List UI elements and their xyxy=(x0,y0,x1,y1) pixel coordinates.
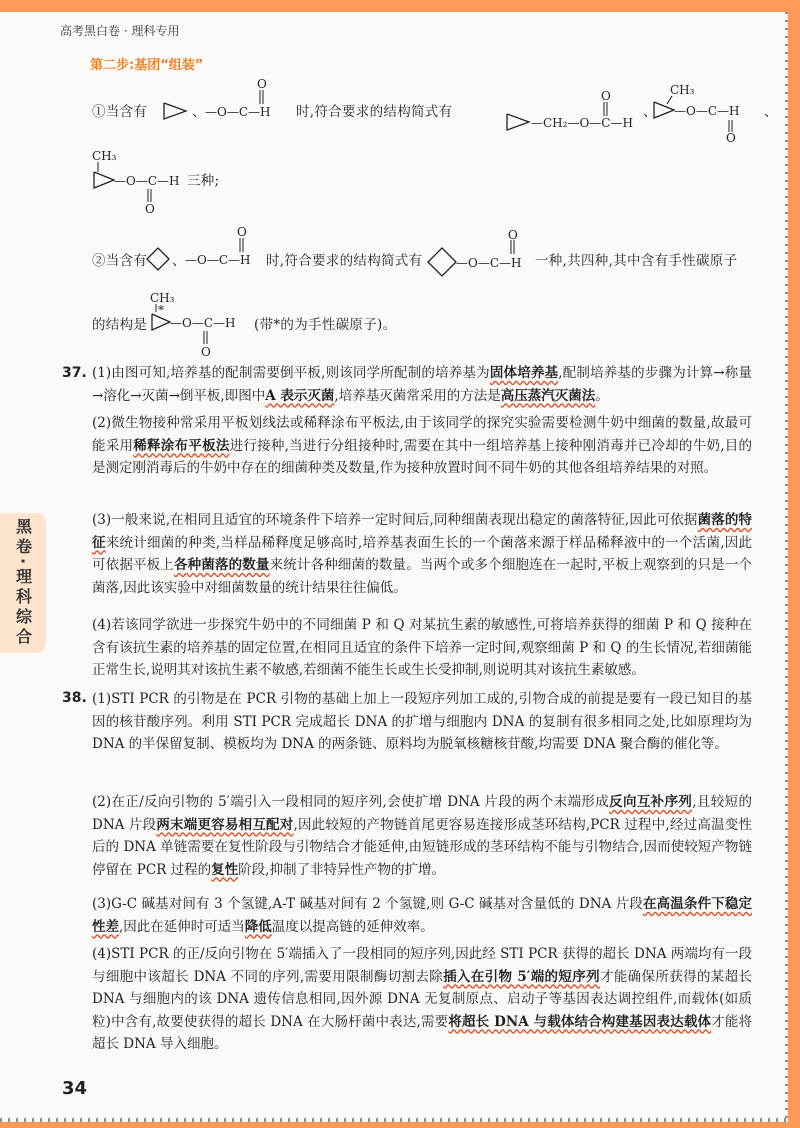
bottom-ruler-marks xyxy=(0,1118,788,1122)
chem-item2-after: 一种,共四种,其中含有手性碳原子 xyxy=(535,253,738,269)
text-run: 阶段,抑制了非特异性产物的扩增。 xyxy=(238,861,445,878)
chem-item2-struct-prefix: 的结构是 xyxy=(92,317,148,333)
q38-paragraph-4 xyxy=(92,943,752,1056)
cyclopropyl-structure-icon xyxy=(162,100,192,122)
q37-paragraph-2 xyxy=(92,412,752,480)
text-run: 来统计细菌的种类,当样品稀释度足够高时,培养基表面生长的一个菌落来源于样品稀释液中的一个活菌,因此可依据平板上 xyxy=(92,534,753,573)
chem-item1-mid: 时,符合要求的结构简式有 xyxy=(296,104,453,120)
formula-text: —O—C—H xyxy=(205,105,271,119)
emphasized-answer: A 表示灭菌 xyxy=(265,387,335,404)
right-ruler-marks xyxy=(785,12,788,1122)
text-run: (2)在正/反向引物的 5′端引入一段相同的短序列,会使扩增 DNA 片段的两个末端形成 xyxy=(92,794,610,810)
methyl-label: CH₃ xyxy=(150,291,175,305)
right-orange-band xyxy=(788,0,800,1128)
text-run: (4)STI PCR 的正/反向引物在 5′端插入了一段相同的短序列,因此经 STI PCR 获得的超长 DNA 两端均有一段与细胞中该超长 DNA 不同的序列,需要用限制酶切割去除 xyxy=(92,946,752,985)
text-run: 进行接种,当进行分组接种时,需要在其中一组培养基上接种刚消毒并已冷却的牛奶,目的是测定刚消毒后的牛奶中存在的细菌种类及数量,作为接种放置时间不同牛奶的其他各组培养结果的对照。 xyxy=(92,437,753,476)
formula-text: —O—C—H xyxy=(456,256,522,270)
formula-text: —O—C—H xyxy=(185,253,251,267)
section-heading: 第二步:基团“组装” xyxy=(90,58,204,73)
emphasized-answer: 降低 xyxy=(244,918,272,935)
text-run: ,因此在延伸时可适当 xyxy=(119,918,245,935)
structure-methylcyclopropyl-formate xyxy=(652,82,762,145)
text-run: 温度以提高链的延伸效率。 xyxy=(271,918,434,935)
emphasized-answer: 高压蒸汽灭菌法 xyxy=(500,387,596,404)
methyl-label: CH₃ xyxy=(92,149,117,163)
formula-text: —CH₂—O—C—H xyxy=(531,116,633,130)
methyl-label: CH₃ xyxy=(670,83,695,97)
structure-cyclobutyl-formate xyxy=(428,228,538,282)
q37-paragraph-3 xyxy=(92,509,752,599)
page-header-title: 高考黑白卷 · 理科专用 xyxy=(60,24,180,38)
text-run: (4)若该同学欲进一步探究牛奶中的不同细菌 P 和 Q 对某抗生素的敏感性,可将培养获得的细菌 P 和 Q 接种在含有该抗生素的培养基的固定位置,在相同且适宜的条件下培养一定时间,观察细菌 P 和 Q 的生长情况,若细菌能正常生长,说明其对该抗生素不敏感,若细菌不能生长或生长受抑制,则说明其对该抗生素敏感。 xyxy=(92,617,752,678)
emphasized-answer: 在高温条件下稳定性差 xyxy=(92,896,753,935)
oxygen-label: O xyxy=(601,89,611,103)
emphasized-answer: 各种菌落的数量 xyxy=(173,557,270,573)
text-run: (2)微生物接种常采用平板划线法或稀释涂布平板法,由于该同学的探究实验需要检测牛奶中细菌的数量,故最可能采用 xyxy=(92,415,752,454)
emphasized-answer: 复性 xyxy=(211,861,239,878)
formula-text: —O—C—H xyxy=(114,174,180,188)
text-run: (3)一般来说,在相同且适宜的环境条件下培养一定时间后,同种细菌表现出稳定的菌落特征,因此可依据 xyxy=(92,512,698,528)
text-run: 才能确保所获得的某超长 DNA 与细胞内的该 DNA 遗传信息相同,因外源 DNA 无复制原点、启动子等基因表达调控组件,而载体(如质粒)中含有,故要使获得的超长 DNA 在大肠杆菌中表达,需要 xyxy=(92,968,752,1030)
page-number: 34 xyxy=(62,1078,88,1099)
chem-item1-end: 三种; xyxy=(187,173,220,189)
text-run: (1)STI PCR 的引物是在 PCR 引物的基础上加上一段短序列加工成的,引物合成的前提是要有一段已知目的基因的核苷酸序列。利用 STI PCR 完成超长 DNA 的扩增与细胞内 DNA 的复制有很多相同之处,比如原理均为 DNA 的半保留复制、模板均为 DNA 的两条链、原料均为脱氧核糖核苷酸,均需要 DNA 聚合酶的催化等。 xyxy=(92,691,752,752)
text-run: 才能将超长 DNA 导入细胞。 xyxy=(92,1013,753,1052)
emphasized-answer: 菌落的特征 xyxy=(92,512,753,551)
text-run: ,培养基灭菌常采用的方法是 xyxy=(334,387,501,404)
text-run: ,配制培养基的步骤为计算→称量→溶化→灭菌→倒平板,即图中 xyxy=(92,365,752,404)
formate-group-structure-2 xyxy=(185,226,275,271)
oxygen-label: O xyxy=(508,228,518,242)
emphasized-answer: 将超长 DNA 与载体结合构建基因表达载体 xyxy=(448,1013,712,1030)
emphasized-answer: 两末端更容易相互配对 xyxy=(156,816,294,833)
side-tab-label: 黑卷·理科综合 xyxy=(0,513,46,653)
question-number-37: 37. xyxy=(62,365,87,381)
cyclobutyl-structure-icon xyxy=(146,246,172,276)
top-orange-band xyxy=(0,0,800,12)
q37-paragraph-1 xyxy=(92,362,752,407)
oxygen-label: O xyxy=(237,225,247,239)
q38-paragraph-2 xyxy=(92,791,752,881)
emphasized-answer: 插入在引物 5′端的短序列 xyxy=(443,968,600,985)
chiral-star: * xyxy=(158,303,164,317)
oxygen-label: O xyxy=(201,345,211,359)
q38-paragraph-3 xyxy=(92,893,752,938)
chem-item1-prefix: ①当含有 xyxy=(92,104,148,120)
bottom-orange-band xyxy=(0,1122,800,1128)
text-run: ,且较短的 DNA 片段 xyxy=(92,794,752,833)
text-run: (1)由图可知,培养基的配制需要倒平板,则该同学所配制的培养基为 xyxy=(92,365,490,381)
text-run: ,因此较短的产物链首尾更容易连接形成茎环结构,PCR 过程中,经过高温变性后的 DNA 单链需要在复性阶段与引物结合才能延伸,由短链形成的茎环结构不能与引物结合,因而使较短产物链停留在 PCR 过程的 xyxy=(92,816,752,878)
chem-item2-mid: 时,符合要求的结构简式有 xyxy=(266,253,423,269)
text-run: 。 xyxy=(595,387,609,404)
formate-group-structure xyxy=(205,78,295,123)
structure-1-methylcyclopropyl-formate xyxy=(92,148,192,218)
text-run: 来统计各种细菌的数量。当两个或多个细胞连在一起时,平板上观察到的只是一个菌落,因此该实验中对细菌数量的统计结果往往偏低。 xyxy=(92,557,753,596)
structure-cyclopropylmethyl-formate xyxy=(505,90,645,145)
q37-paragraph-4 xyxy=(92,614,752,682)
text-run: (3)G-C 碱基对间有 3 个氢键,A-T 碱基对间有 2 个氢键,则 G-C 碱基对含量低的 DNA 片段 xyxy=(92,896,644,912)
question-number-38: 38. xyxy=(62,690,87,706)
structure-chiral-methylcyclopropyl-formate xyxy=(150,290,260,360)
formula-text: —O—C—H xyxy=(674,104,740,118)
formula-text: —O—C—H xyxy=(170,316,236,330)
emphasized-answer: 固体培养基 xyxy=(489,365,559,381)
chem-item2-struct-suffix: (带*的为手性碳原子)。 xyxy=(254,317,397,333)
oxygen-label: O xyxy=(145,202,155,216)
oxygen-label: O xyxy=(726,131,736,145)
chem-item2-prefix: ②当含有 xyxy=(92,253,148,269)
oxygen-label: O xyxy=(257,77,267,91)
q38-paragraph-1 xyxy=(92,688,752,756)
emphasized-answer: 稀释涂布平板法 xyxy=(133,437,230,454)
emphasized-answer: 反向互补序列 xyxy=(609,794,693,810)
